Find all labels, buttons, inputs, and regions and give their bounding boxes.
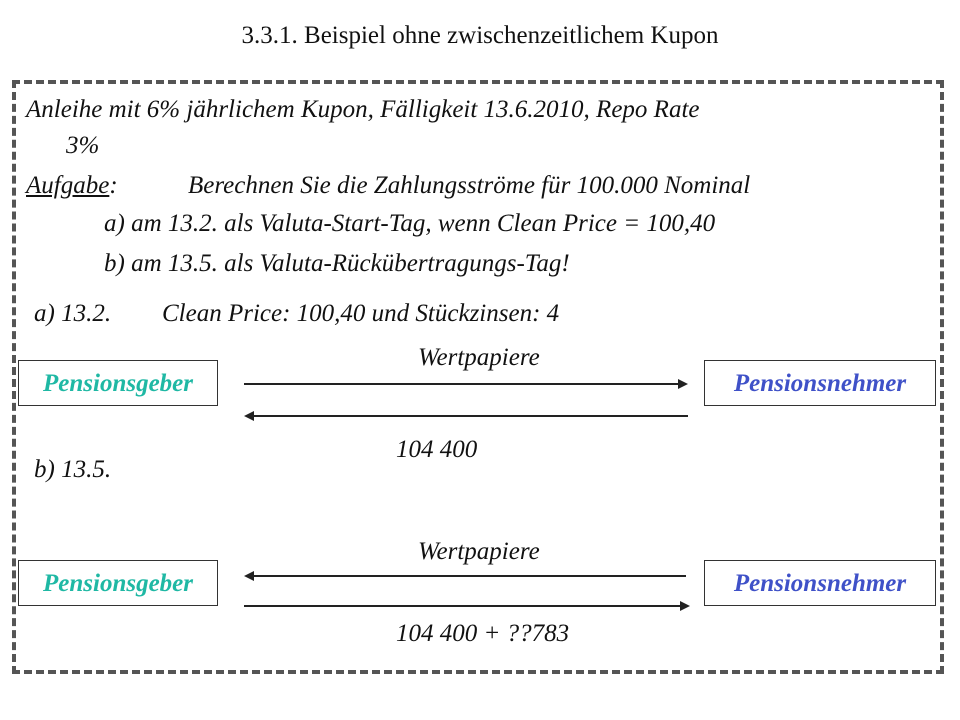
section-b-pensionsnehmer-box: Pensionsnehmer [704,560,936,606]
task-item-b: b) am 13.5. als Valuta-Rückübertragungs-Tag! [104,250,570,277]
section-a-pensionsnehmer-box: Pensionsnehmer [704,360,936,406]
section-b-bottom-flow-label: 104 400 + ??783 [396,620,570,647]
section-a-bottom-flow-label: 104 400 [396,436,478,463]
intro-line-2: 3% [66,132,100,159]
section-b-pensionsgeber-box: Pensionsgeber [18,560,218,606]
section-b-arrow-left [246,575,686,577]
task-heading [26,172,118,200]
task-colon: : [109,172,118,199]
section-a-label: a) 13.2. [34,300,112,327]
task-label: Aufgabe [26,172,110,199]
section-a-arrow-left [246,415,688,417]
section-a-pensionsgeber-box: Pensionsgeber [18,360,218,406]
slide-title: 3.3.1. Beispiel ohne zwischenzeitlichem Kupon [241,22,719,49]
intro-line-1: Anleihe mit 6% jährlichem Kupon, Fälligkeit 13.6.2010, Repo Rate [26,96,700,123]
section-b-arrow-right [244,605,688,607]
task-item-a: a) am 13.2. als Valuta-Start-Tag, wenn Clean Price = 100,40 [104,210,716,237]
section-b-top-flow-label: Wertpapiere [418,538,540,565]
section-b-label: b) 13.5. [34,456,112,483]
section-a-info: Clean Price: 100,40 und Stückzinsen: 4 [162,300,560,327]
section-a-arrow-right [244,383,686,385]
task-text: Berechnen Sie die Zahlungsströme für 100.000 Nominal [188,172,751,199]
section-a-top-flow-label: Wertpapiere [418,344,540,371]
